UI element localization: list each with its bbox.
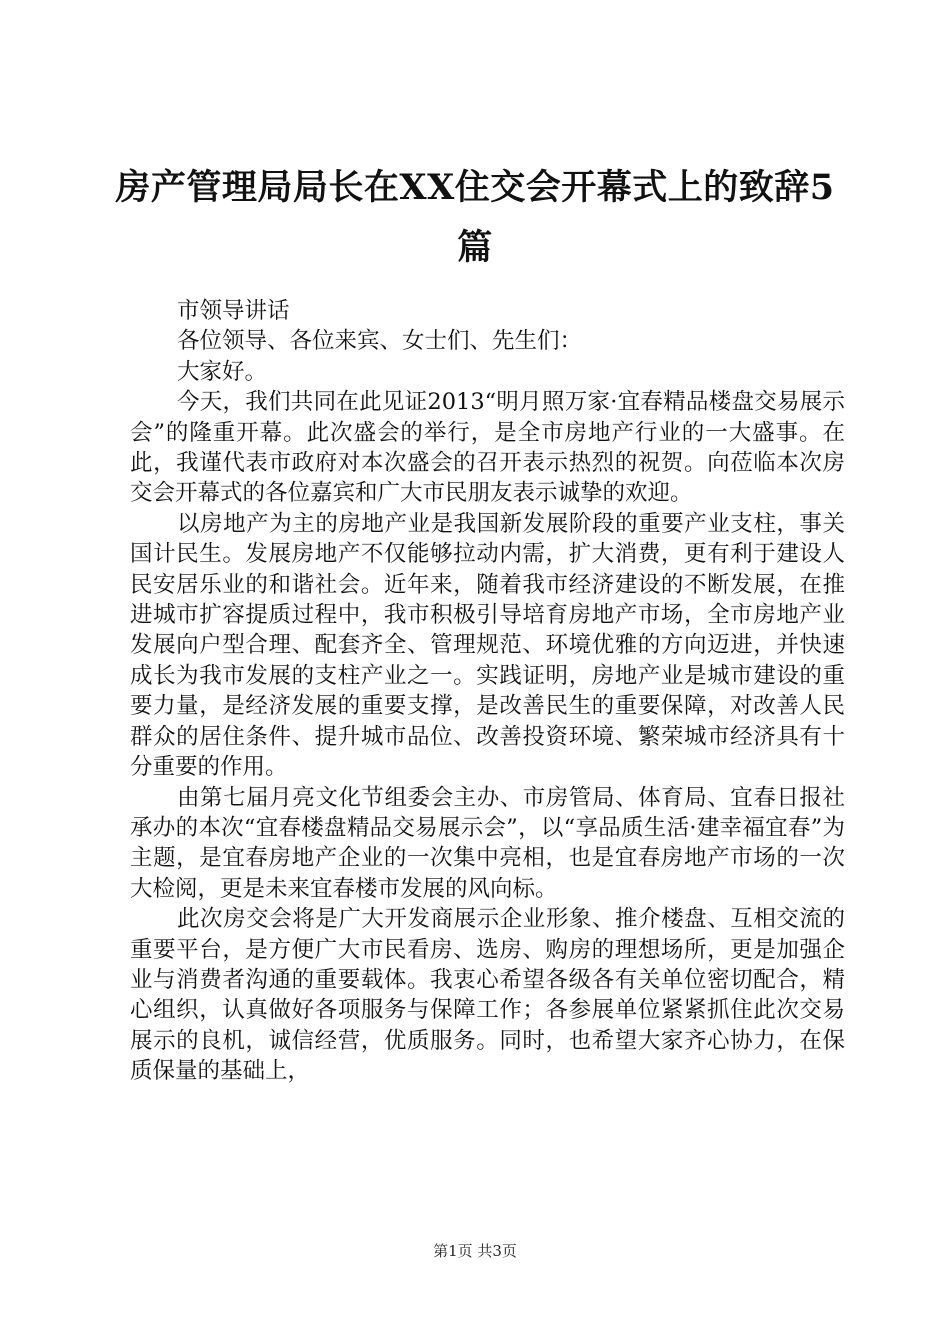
paragraph: 以房地产为主的房地产业是我国新发展阶段的重要产业支柱，事关国计民生。发展房地产不仅能够拉动内需，扩大消费，更有利于建设人民安居乐业的和谐社会。近年来，随着我市经济建设的不断发展，在推进城市扩容提质过程中，我市积极引导培育房地产市场，全市房地产业发展向户型合理、配套齐全、管理规范、环境优雅的方向迈进，并快速成长为我市发展的支柱产业之一。实践证明，房地产业是城市建设的重要力量，是经济发展的重要支撑，是改善民生的重要保障，对改善人民群众的居住条件、提升城市品位、改善投资环境、繁荣城市经济具有十分重要的作用。 (130, 510, 845, 781)
paragraph: 由第七届月亮文化节组委会主办、市房管局、体育局、宜春日报社承办的本次“宜春楼盘精品交易展示会”，以“享品质生活·建幸福宜春”为主题，是宜春房地产企业的一次集中亮相，也是宜春房地产市场的一次大检阅，更是未来宜春楼市发展的风向标。 (130, 784, 845, 902)
page-footer: 第1页 共3页 (433, 1242, 517, 1260)
paragraph: 此次房交会将是广大开发商展示企业形象、推介楼盘、互相交流的重要平台，是方便广大市民看房、选房、购房的理想场所，更是加强企业与消费者沟通的重要载体。我衷心希望各级各有关单位密切配合，精心组织，认真做好各项服务与保障工作；各参展单位紧紧抓住此次交易展示的良机，诚信经营，优质服务。同时，也希望大家齐心协力，在保质保量的基础上， (130, 906, 845, 1085)
paragraph: 市领导讲话 (177, 298, 290, 324)
paragraph: 大家好。 (177, 358, 268, 385)
document-title (110, 158, 840, 278)
document-body (130, 296, 845, 1087)
title-line-2: 篇 (457, 227, 493, 268)
title-line-1: 房产管理局局长在XX住交会开幕式上的致辞5 (115, 167, 835, 208)
paragraph: 各位领导、各位来宾、女士们、先生们： (177, 328, 583, 355)
paragraph: 今天，我们共同在此见证2013“明月照万家·宜春精品楼盘交易展示会”的隆重开幕。此次盛会的举行，是全市房地产行业的一大盛事。在此，我谨代表市政府对本次盛会的召开表示热烈的祝贺。向莅临本次房交会开幕式的各位嘉宾和广大市民朋友表示诚挚的欢迎。 (130, 389, 845, 507)
